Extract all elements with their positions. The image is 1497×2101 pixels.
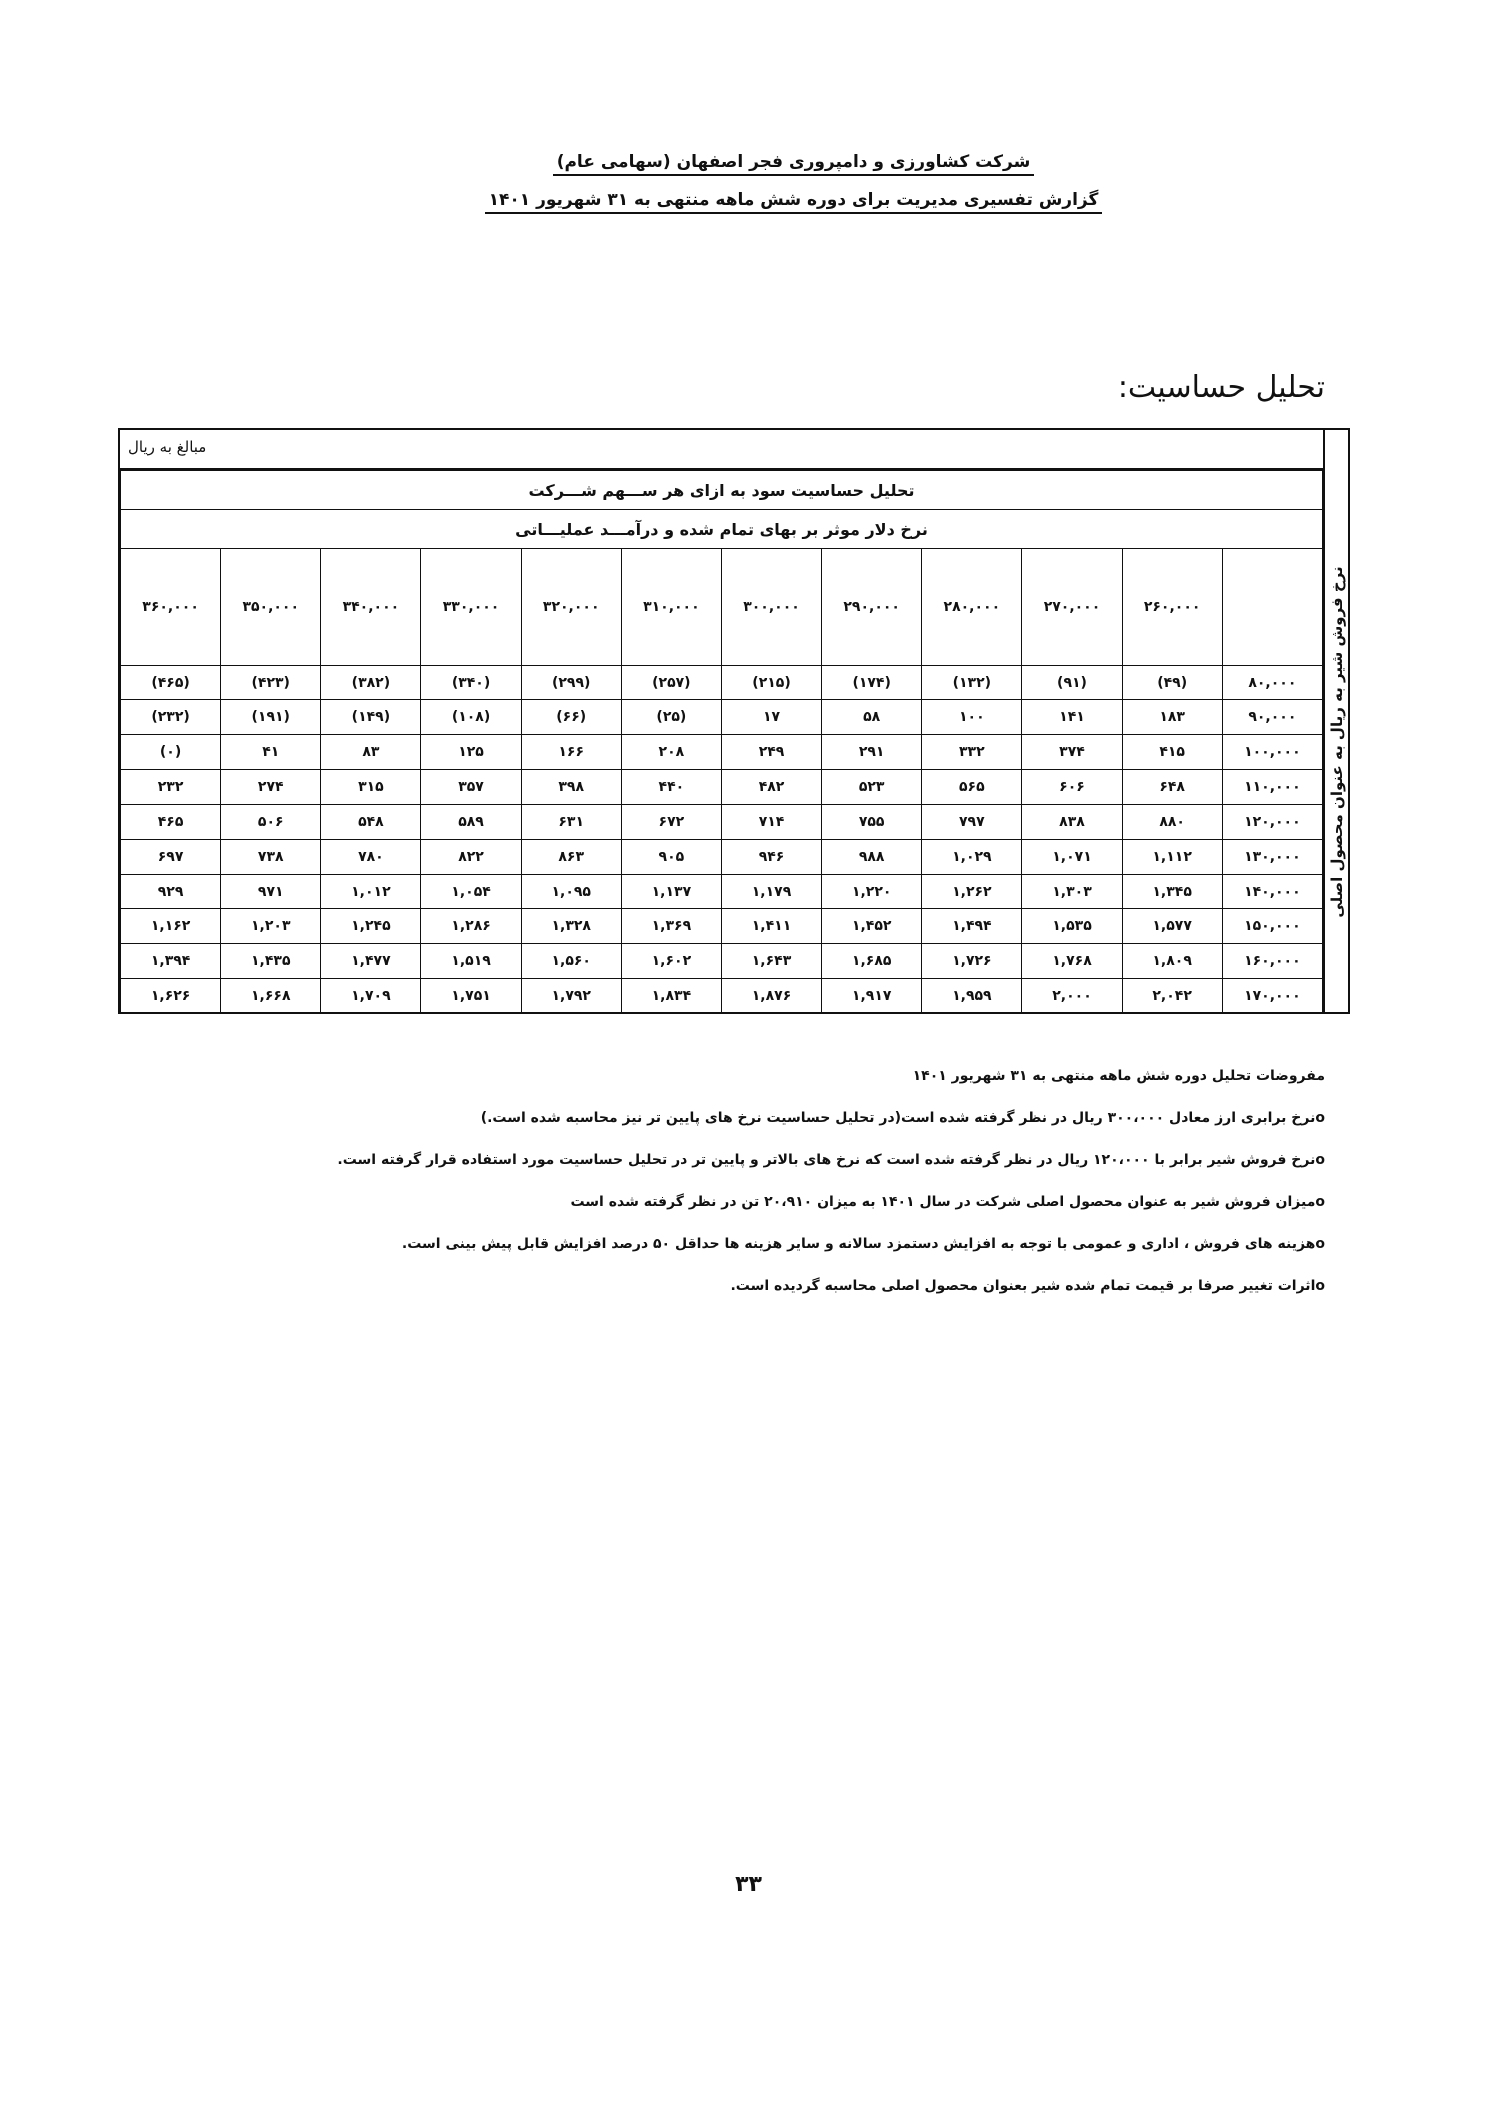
eps-value-cell: ۱,۵۳۵ [1022,909,1122,944]
assumptions-title: مفروضات تحلیل دوره شش ماهه منتهی به ۳۱ شهریور ۱۴۰۱ [912,1068,1325,1084]
assumption-item: oاثرات تغییر صرفا بر قیمت تمام شده شیر بعنوان محصول اصلی محاسبه گردیده است. [730,1278,1325,1294]
eps-value-cell: ۱,۴۳۵ [221,944,321,979]
assumption-item: oنرخ فروش شیر برابر با ۱۲۰،۰۰۰ ریال در نظر گرفته شده است که نرخ های بالاتر و پایین تر در تحلیل حساسیت مورد استفاده قرار گرفته است. [337,1152,1325,1168]
eps-value-cell: ۱۶۶ [521,735,621,770]
section-title: تحلیل حساسیت: [1117,370,1325,405]
assumptions [165,1068,1325,1320]
eps-value-cell: ۳۱۵ [321,770,421,805]
eps-value-cell: ۱,۷۰۹ [321,979,421,1014]
eps-value-cell: ۱,۸۰۹ [1122,944,1222,979]
table-row [121,700,1323,735]
eps-value-cell: ۷۹۷ [922,804,1022,839]
eps-value-cell: ۵۰۶ [221,804,321,839]
eps-value-cell: ۴۱۵ [1122,735,1222,770]
company-name [0,152,1497,172]
eps-value-cell: ۲,۰۴۲ [1122,979,1222,1014]
table-wrap [120,470,1325,1014]
milk-rate-cell: ۱۲۰,۰۰۰ [1222,804,1322,839]
eps-value-cell: ۱,۴۱۱ [721,909,821,944]
table-row [121,944,1323,979]
table-subtitle-row [121,510,1323,549]
assumption-item: oمیزان فروش شیر به عنوان محصول اصلی شرکت در سال ۱۴۰۱ به میزان ۲۰،۹۱۰ تن در نظر گرفته شده است [570,1194,1325,1210]
eps-value-cell: ۷۳۸ [221,839,321,874]
eps-value-cell: ۱,۰۹۵ [521,874,621,909]
assumption-text: نرخ فروش شیر برابر با ۱۲۰،۰۰۰ ریال در نظر گرفته شده است که نرخ های بالاتر و پایین تر در تحلیل حساسیت مورد استفاده قرار گرفته است. [337,1152,1316,1168]
eps-value-cell: (۲۵۷) [621,665,721,700]
eps-value-cell: (۲۹۹) [521,665,621,700]
table-row [121,909,1323,944]
dollar-rate-header: ۳۶۰,۰۰۰ [121,549,221,666]
assumption-text: اثرات تغییر صرفا بر قیمت تمام شده شیر بعنوان محصول اصلی محاسبه گردیده است. [730,1278,1316,1294]
dollar-rate-header: ۲۸۰,۰۰۰ [922,549,1022,666]
eps-value-cell: ۹۰۵ [621,839,721,874]
eps-value-cell: ۳۳۲ [922,735,1022,770]
eps-value-cell: ۱,۶۲۶ [121,979,221,1014]
eps-value-cell: ۱,۷۹۲ [521,979,621,1014]
eps-value-cell: (۲۱۵) [721,665,821,700]
corner-cell [1222,549,1322,666]
eps-value-cell: ۱,۴۹۴ [922,909,1022,944]
eps-value-cell: (۴۹) [1122,665,1222,700]
sensitivity-table-frame [118,428,1350,1014]
dollar-rate-header: ۳۰۰,۰۰۰ [721,549,821,666]
eps-value-cell: (۹۱) [1022,665,1122,700]
eps-value-cell: ۱,۴۷۷ [321,944,421,979]
eps-value-cell: ۷۸۰ [321,839,421,874]
assumption-text: هزینه های فروش ، اداری و عمومی با توجه به افزایش دستمزد سالانه و سایر هزینه ها حداقل ۵۰ درصد افزایش قابل پیش بینی است. [401,1236,1316,1252]
eps-value-cell: ۱,۲۶۲ [922,874,1022,909]
eps-value-cell: (۴۲۳) [221,665,321,700]
eps-value-cell: ۹۲۹ [121,874,221,909]
eps-value-cell: ۱,۲۸۶ [421,909,521,944]
eps-value-cell: ۱,۸۷۶ [721,979,821,1014]
eps-value-cell: ۱,۵۶۰ [521,944,621,979]
eps-value-cell: ۲۷۴ [221,770,321,805]
eps-value-cell: ۱,۷۶۸ [1022,944,1122,979]
eps-value-cell: ۷۱۴ [721,804,821,839]
eps-value-cell: ۱,۶۴۳ [721,944,821,979]
eps-value-cell: ۱,۳۴۵ [1122,874,1222,909]
assumption-text: نرخ برابری ارز معادل ۳۰۰،۰۰۰ ریال در نظر گرفته شده است(در تحلیل حساسیت نرخ های پایین تر نیز محاسبه شده است.) [480,1110,1316,1126]
eps-value-cell: (۳۴۰) [421,665,521,700]
eps-value-cell: ۶۳۱ [521,804,621,839]
table-row [121,979,1323,1014]
table-row [121,735,1323,770]
milk-rate-cell: ۱۴۰,۰۰۰ [1222,874,1322,909]
eps-value-cell: ۲۹۱ [822,735,922,770]
eps-value-cell: ۱,۴۵۲ [822,909,922,944]
eps-value-cell: ۳۷۴ [1022,735,1122,770]
eps-value-cell: ۸۳۸ [1022,804,1122,839]
eps-value-cell: ۱,۲۲۰ [822,874,922,909]
eps-value-cell: ۵۲۳ [822,770,922,805]
table-row [121,804,1323,839]
milk-rate-cell: ۱۳۰,۰۰۰ [1222,839,1322,874]
eps-value-cell: ۳۵۷ [421,770,521,805]
eps-value-cell: ۱,۱۷۹ [721,874,821,909]
dollar-rate-header: ۲۶۰,۰۰۰ [1122,549,1222,666]
eps-value-cell: ۱,۷۲۶ [922,944,1022,979]
eps-value-cell: ۱,۰۷۱ [1022,839,1122,874]
eps-value-cell: ۵۶۵ [922,770,1022,805]
milk-rate-cell: ۱۵۰,۰۰۰ [1222,909,1322,944]
milk-rate-cell: ۱۱۰,۰۰۰ [1222,770,1322,805]
eps-value-cell: ۵۸۹ [421,804,521,839]
eps-value-cell: ۲,۰۰۰ [1022,979,1122,1014]
eps-value-cell: (۴۶۵) [121,665,221,700]
report-title [0,190,1497,210]
eps-value-cell: ۱,۵۱۹ [421,944,521,979]
eps-value-cell: ۳۹۸ [521,770,621,805]
table-row [121,665,1323,700]
eps-value-cell: ۲۰۸ [621,735,721,770]
eps-value-cell: ۴۶۵ [121,804,221,839]
eps-value-cell: (۶۶) [521,700,621,735]
eps-value-cell: (۱۴۹) [321,700,421,735]
milk-rate-cell: ۸۰,۰۰۰ [1222,665,1322,700]
report-title-text: گزارش تفسیری مدیریت برای دوره شش ماهه منتهی به ۳۱ شهریور ۱۴۰۱ [485,190,1103,214]
eps-value-cell: ۶۰۶ [1022,770,1122,805]
milk-rate-cell: ۱۶۰,۰۰۰ [1222,944,1322,979]
eps-value-cell: ۱,۷۵۱ [421,979,521,1014]
eps-value-cell: (۳۸۲) [321,665,421,700]
unit-label: مبالغ به ریال [128,438,207,456]
side-label: نرخ فروش شیر به ریال به عنوان محصول اصلی [1327,566,1346,918]
eps-value-cell: ۱,۹۵۹ [922,979,1022,1014]
eps-value-cell: ۸۲۲ [421,839,521,874]
table-title: تحلیل حساسیت سود به ازای هر ســـهم شـــرکت [121,471,1323,510]
page-number: ۳۳ [735,1872,762,1897]
table-subtitle: نرخ دلار موثر بر بهای تمام شده و درآمـــد عملیـــاتی [121,510,1323,549]
eps-value-cell: ۷۵۵ [822,804,922,839]
eps-value-cell: ۴۸۲ [721,770,821,805]
eps-value-cell: ۱۷ [721,700,821,735]
eps-value-cell: ۸۶۳ [521,839,621,874]
milk-rate-cell: ۱۷۰,۰۰۰ [1222,979,1322,1014]
eps-value-cell: (۲۵) [621,700,721,735]
eps-value-cell: ۱,۳۹۴ [121,944,221,979]
eps-value-cell: ۹۷۱ [221,874,321,909]
company-name-text: شرکت کشاورزی و دامپروری فجر اصفهان (سهامی عام) [553,152,1035,176]
eps-value-cell: ۶۹۷ [121,839,221,874]
eps-value-cell: ۱,۰۲۹ [922,839,1022,874]
unit-bar [120,430,1325,470]
eps-value-cell: (۰) [121,735,221,770]
table-row [121,839,1323,874]
eps-value-cell: ۱,۳۶۹ [621,909,721,944]
eps-value-cell: (۲۳۲) [121,700,221,735]
eps-value-cell: ۶۷۲ [621,804,721,839]
eps-value-cell: ۲۴۹ [721,735,821,770]
eps-value-cell: (۱۹۱) [221,700,321,735]
eps-value-cell: ۹۴۶ [721,839,821,874]
eps-value-cell: ۱,۵۷۷ [1122,909,1222,944]
eps-value-cell: ۱,۱۳۷ [621,874,721,909]
eps-value-cell: ۱۰۰ [922,700,1022,735]
eps-value-cell: ۱۸۳ [1122,700,1222,735]
eps-value-cell: ۱,۱۶۲ [121,909,221,944]
assumption-item: oنرخ برابری ارز معادل ۳۰۰،۰۰۰ ریال در نظر گرفته شده است(در تحلیل حساسیت نرخ های پایین تر نیز محاسبه شده است.) [480,1110,1325,1126]
milk-rate-cell: ۹۰,۰۰۰ [1222,700,1322,735]
dollar-rate-header: ۳۲۰,۰۰۰ [521,549,621,666]
eps-value-cell: ۴۱ [221,735,321,770]
eps-value-cell: ۴۴۰ [621,770,721,805]
eps-value-cell: ۱,۳۲۸ [521,909,621,944]
eps-value-cell: ۱,۹۱۷ [822,979,922,1014]
dollar-rate-header: ۳۴۰,۰۰۰ [321,549,421,666]
eps-value-cell: (۱۰۸) [421,700,521,735]
table-row [121,770,1323,805]
eps-value-cell: ۱,۱۱۲ [1122,839,1222,874]
eps-value-cell: ۱۲۵ [421,735,521,770]
eps-value-cell: ۵۴۸ [321,804,421,839]
eps-value-cell: (۱۳۲) [922,665,1022,700]
eps-value-cell: ۱,۲۰۳ [221,909,321,944]
eps-value-cell: ۹۸۸ [822,839,922,874]
table-row [121,874,1323,909]
assumption-text: میزان فروش شیر به عنوان محصول اصلی شرکت در سال ۱۴۰۱ به میزان ۲۰،۹۱۰ تن در نظر گرفته شده است [570,1194,1316,1210]
eps-value-cell: ۱,۶۸۵ [822,944,922,979]
eps-value-cell: ۲۳۲ [121,770,221,805]
side-label-column [1325,470,1348,1014]
eps-value-cell: ۱,۶۰۲ [621,944,721,979]
milk-rate-cell: ۱۰۰,۰۰۰ [1222,735,1322,770]
dollar-rate-header: ۳۳۰,۰۰۰ [421,549,521,666]
dollar-rate-header: ۲۷۰,۰۰۰ [1022,549,1122,666]
eps-value-cell: ۸۳ [321,735,421,770]
eps-value-cell: ۸۸۰ [1122,804,1222,839]
dollar-rate-header-row [121,549,1323,666]
eps-value-cell: ۱,۰۵۴ [421,874,521,909]
eps-value-cell: ۱,۶۶۸ [221,979,321,1014]
dollar-rate-header: ۳۱۰,۰۰۰ [621,549,721,666]
assumption-item: oهزینه های فروش ، اداری و عمومی با توجه به افزایش دستمزد سالانه و سایر هزینه ها حداقل ۵۰ درصد افزایش قابل پیش بینی است. [401,1236,1325,1252]
eps-value-cell: ۱,۰۱۲ [321,874,421,909]
table-title-row [121,471,1323,510]
sensitivity-table [120,470,1323,1014]
dollar-rate-header: ۲۹۰,۰۰۰ [822,549,922,666]
eps-value-cell: ۱۴۱ [1022,700,1122,735]
eps-value-cell: (۱۷۴) [822,665,922,700]
eps-value-cell: ۶۴۸ [1122,770,1222,805]
eps-value-cell: ۵۸ [822,700,922,735]
dollar-rate-header: ۳۵۰,۰۰۰ [221,549,321,666]
eps-value-cell: ۱,۸۳۴ [621,979,721,1014]
eps-value-cell: ۱,۳۰۳ [1022,874,1122,909]
eps-value-cell: ۱,۲۴۵ [321,909,421,944]
